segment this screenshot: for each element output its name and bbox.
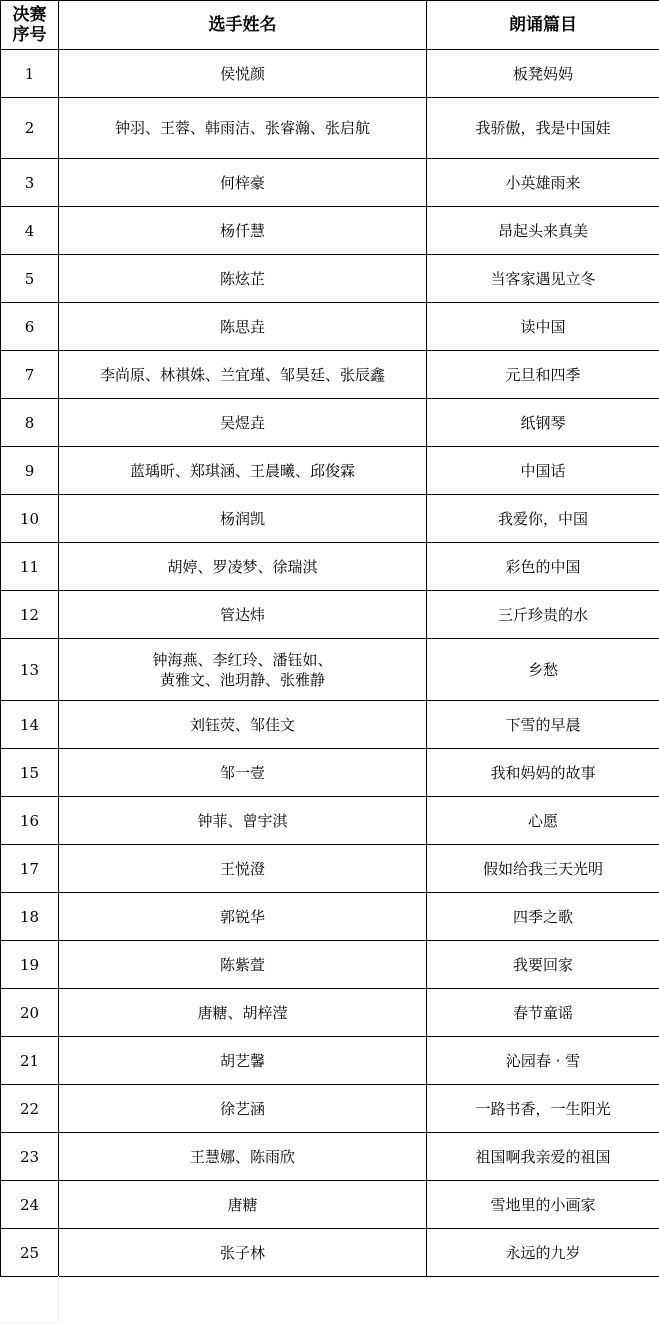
recitation-title-cell: 我爱你，中国 [427, 495, 659, 543]
final-number-cell: 22 [1, 1085, 59, 1133]
recitation-title-cell: 乡愁 [427, 639, 659, 701]
header-final-number-line1: 决赛 [12, 5, 47, 25]
contestant-name-cell: 王悦澄 [59, 845, 427, 893]
table-row [1, 1133, 659, 1181]
contestant-name-cell: 胡艺馨 [59, 1037, 427, 1085]
table-row [1, 989, 659, 1037]
final-number-cell: 20 [1, 989, 59, 1037]
contestant-name-cell: 邹一壹 [59, 749, 427, 797]
recitation-title-cell: 中国话 [427, 447, 659, 495]
final-number-cell: 2 [1, 98, 59, 159]
contestant-name-cell: 陈紫萱 [59, 941, 427, 989]
recitation-title-cell: 沁园春 · 雪 [427, 1037, 659, 1085]
contestant-name-cell [59, 639, 427, 701]
final-number-cell: 7 [1, 351, 59, 399]
table-row [1, 50, 659, 98]
table-row [1, 591, 659, 639]
contestant-name-cell: 胡婷、罗凌梦、徐瑞淇 [59, 543, 427, 591]
contestant-name-cell: 张子林 [59, 1229, 427, 1277]
contestant-name-line2: 黄雅文、池玥静、张雅静 [159, 670, 325, 689]
recitation-title-cell: 当客家遇见立冬 [427, 255, 659, 303]
final-number-cell: 24 [1, 1181, 59, 1229]
recitation-title-cell: 下雪的早晨 [427, 701, 659, 749]
recitation-title-cell: 元旦和四季 [427, 351, 659, 399]
final-number-cell: 12 [1, 591, 59, 639]
recitation-title-cell: 春节童谣 [427, 989, 659, 1037]
final-number-cell: 10 [1, 495, 59, 543]
recitation-title-cell: 假如给我三天光明 [427, 845, 659, 893]
table-row [1, 495, 659, 543]
table-row [1, 1229, 659, 1277]
table-row [1, 797, 659, 845]
table-row [1, 159, 659, 207]
recitation-title-cell: 祖国啊我亲爱的祖国 [427, 1133, 659, 1181]
final-number-cell: 19 [1, 941, 59, 989]
contestant-name-cell: 徐艺涵 [59, 1085, 427, 1133]
table-row [1, 845, 659, 893]
final-number-cell: 18 [1, 893, 59, 941]
final-number-cell: 4 [1, 207, 59, 255]
table-row [1, 399, 659, 447]
final-number-cell: 23 [1, 1133, 59, 1181]
final-number-cell: 16 [1, 797, 59, 845]
header-contestant-name: 选手姓名 [59, 1, 427, 50]
final-number-cell: 5 [1, 255, 59, 303]
recitation-title-cell: 彩色的中国 [427, 543, 659, 591]
table-row [1, 1037, 659, 1085]
table-row [1, 1085, 659, 1133]
contestant-name-cell: 杨润凯 [59, 495, 427, 543]
recitation-title-cell: 昂起头来真美 [427, 207, 659, 255]
header-final-number [1, 1, 59, 50]
table-row [1, 447, 659, 495]
table-row [1, 941, 659, 989]
recitation-title-cell: 读中国 [427, 303, 659, 351]
final-number-cell: 3 [1, 159, 59, 207]
table-row [1, 351, 659, 399]
contestant-name-cell: 唐糖、胡梓滢 [59, 989, 427, 1037]
contestant-name-cell: 侯悦颜 [59, 50, 427, 98]
table-row [1, 543, 659, 591]
recitation-title-cell: 纸钢琴 [427, 399, 659, 447]
contestant-name-cell: 李尚原、林祺姝、兰宜瑾、邹昊廷、张辰鑫 [59, 351, 427, 399]
table-row [1, 893, 659, 941]
recitation-title-cell: 永远的九岁 [427, 1229, 659, 1277]
header-recitation-title: 朗诵篇目 [427, 1, 659, 50]
recitation-title-cell: 我和妈妈的故事 [427, 749, 659, 797]
table-row [1, 98, 659, 159]
header-final-number-line2: 序号 [12, 25, 47, 45]
contestant-name-cell: 陈思垚 [59, 303, 427, 351]
header-row [1, 1, 659, 50]
contestant-name-cell: 何梓豪 [59, 159, 427, 207]
table-row [1, 701, 659, 749]
final-number-cell: 21 [1, 1037, 59, 1085]
recitation-title-cell: 心愿 [427, 797, 659, 845]
faint-gridline [58, 1276, 59, 1324]
final-number-cell: 14 [1, 701, 59, 749]
contestant-name-cell: 钟羽、王蓉、韩雨洁、张睿瀚、张启航 [59, 98, 427, 159]
table-row [1, 749, 659, 797]
recitation-title-cell: 三斤珍贵的水 [427, 591, 659, 639]
final-number-cell: 9 [1, 447, 59, 495]
contestant-name-cell: 管达炜 [59, 591, 427, 639]
final-number-cell: 13 [1, 639, 59, 701]
final-number-cell: 6 [1, 303, 59, 351]
contestant-name-line1: 钟海燕、李红玲、潘钰如、 [152, 650, 333, 669]
contestant-name-cell: 陈炫芷 [59, 255, 427, 303]
contestant-name-cell: 郭锐华 [59, 893, 427, 941]
contestant-name-cell: 杨仟慧 [59, 207, 427, 255]
final-number-cell: 11 [1, 543, 59, 591]
empty-grid-area [0, 1276, 659, 1324]
final-number-cell: 15 [1, 749, 59, 797]
recitation-title-cell: 四季之歌 [427, 893, 659, 941]
contestant-name-cell: 蓝瑀昕、郑琪涵、王晨曦、邱俊霖 [59, 447, 427, 495]
table-row [1, 1181, 659, 1229]
recitation-title-cell: 我骄傲，我是中国娃 [427, 98, 659, 159]
final-number-cell: 17 [1, 845, 59, 893]
contestant-name-cell: 王慧娜、陈雨欣 [59, 1133, 427, 1181]
final-number-cell: 8 [1, 399, 59, 447]
recitation-title-cell: 雪地里的小画家 [427, 1181, 659, 1229]
contestant-name-cell: 钟菲、曾宇淇 [59, 797, 427, 845]
final-number-cell: 25 [1, 1229, 59, 1277]
final-number-cell: 1 [1, 50, 59, 98]
contestant-name-cell: 吴煜垚 [59, 399, 427, 447]
recitation-title-cell: 一路书香，一生阳光 [427, 1085, 659, 1133]
table-row [1, 207, 659, 255]
recitation-title-cell: 小英雄雨来 [427, 159, 659, 207]
contestant-name-cell: 唐糖 [59, 1181, 427, 1229]
recitation-title-cell: 板凳妈妈 [427, 50, 659, 98]
recitation-title-cell: 我要回家 [427, 941, 659, 989]
table-row [1, 255, 659, 303]
table-row [1, 639, 659, 701]
contestant-name-cell: 刘钰荧、邹佳文 [59, 701, 427, 749]
table-row [1, 303, 659, 351]
